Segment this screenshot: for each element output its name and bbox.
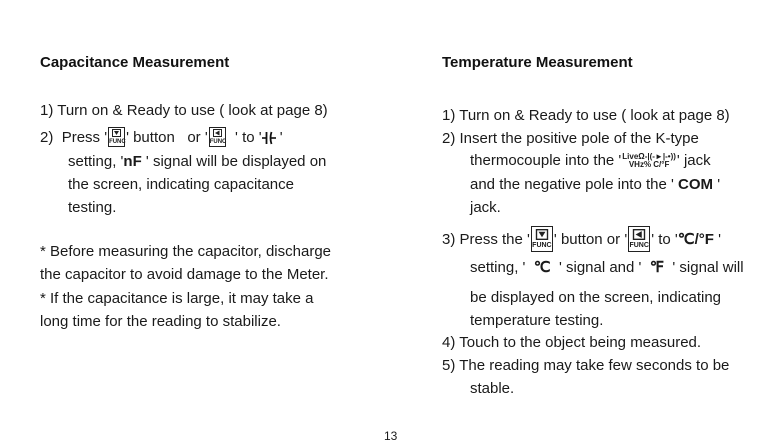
cap-step-1: 1) Turn on & Ready to use ( look at page 8)	[40, 102, 328, 119]
celsius-symbol: ℃	[533, 259, 551, 276]
cap-line2-b: ' signal will be displayed on	[145, 153, 327, 170]
temp-line3-b: '	[717, 176, 721, 193]
temp-step-5: 5) The reading may take few seconds to be	[442, 357, 730, 374]
temp-step3-line2-b: ' signal and '	[558, 259, 642, 276]
temp-line3-a: and the negative pole into the '	[470, 176, 674, 193]
temperature-heading: Temperature Measurement	[442, 54, 633, 71]
temp-step-2-line-4: jack.	[470, 199, 501, 216]
cap-step-2-num: 2)	[40, 129, 54, 146]
temp-step-2: 2) Insert the positive pole of the K-type	[442, 130, 699, 147]
temp-step-1: 1) Turn on & Ready to use ( look at page 8)	[442, 107, 730, 124]
cap-step-2-button: ' button	[126, 129, 175, 146]
temp-step-2-line-3	[470, 176, 720, 194]
temp-step3-b: ' button or '	[553, 231, 628, 248]
temp-step-3-line-4: temperature testing.	[470, 312, 604, 329]
func-key-down-icon	[108, 127, 125, 147]
fahrenheit-symbol: ℉	[649, 259, 665, 276]
temp-step3-line2-c: ' signal will	[672, 259, 744, 276]
temp-step-4: 4) Touch to the object being measured.	[442, 334, 702, 351]
cap-step-2	[40, 127, 283, 147]
capacitor-icon	[262, 131, 276, 145]
jack-label-top: LiveΩ-|(-►|-•))	[622, 152, 676, 161]
func-key-label: FUNC	[532, 242, 552, 249]
func-key-left-icon	[628, 226, 650, 252]
temp-step-2-line-2	[470, 152, 711, 170]
func-key-left-icon	[209, 127, 226, 147]
temp-step3-c: ' to '	[651, 231, 678, 248]
page-number: 13	[384, 429, 398, 443]
nf-symbol: nF	[123, 153, 142, 170]
cap-note-1-line-2: the capacitor to avoid damage to the Meter.	[40, 266, 329, 283]
temp-step3-d: '	[718, 231, 721, 248]
func-key-label: FUNC	[629, 242, 649, 249]
cap-note-1-line-1: * Before measuring the capacitor, discharge	[40, 243, 331, 260]
cap-step-2-line-3: the screen, indicating capacitance	[68, 176, 294, 193]
jack-label-bottom: VHz% C/°F	[628, 160, 670, 169]
cap-note-2-line-1: * If the capacitance is large, it may take a	[40, 290, 314, 307]
cap-step-2-to: ' to '	[235, 129, 262, 146]
temp-step3-a: 3) Press the '	[442, 231, 530, 248]
temp-step-3-line-2	[470, 259, 744, 277]
temp-line2-a: thermocouple into the '	[470, 152, 622, 169]
capacitance-heading: Capacitance Measurement	[40, 54, 230, 71]
func-key-label: FUNC	[209, 139, 227, 145]
cap-step-2-line-4: testing.	[68, 199, 117, 216]
temp-step-3-line-3: be displayed on the screen, indicating	[470, 289, 722, 306]
cap-step-2-or: or '	[187, 129, 208, 146]
input-jack-label	[622, 153, 676, 169]
cap-step-2-press: Press '	[61, 129, 108, 146]
cap-step-2-end: '	[279, 129, 283, 146]
com-jack-label: COM	[678, 176, 714, 193]
temp-line2-b: ' jack	[676, 152, 711, 169]
temp-step-5-line-2: stable.	[470, 380, 515, 397]
celsius-fahrenheit-symbol: ℃/°F	[677, 231, 714, 248]
cap-step-2-line-2	[68, 153, 326, 171]
cap-line2-a: setting, '	[68, 153, 124, 170]
func-key-down-icon	[531, 226, 553, 252]
func-key-label: FUNC	[109, 139, 126, 145]
cap-note-2-line-2: long time for the reading to stabilize.	[40, 313, 281, 330]
temp-step3-line2-a: setting, '	[470, 259, 526, 276]
temp-step-3	[442, 226, 721, 252]
